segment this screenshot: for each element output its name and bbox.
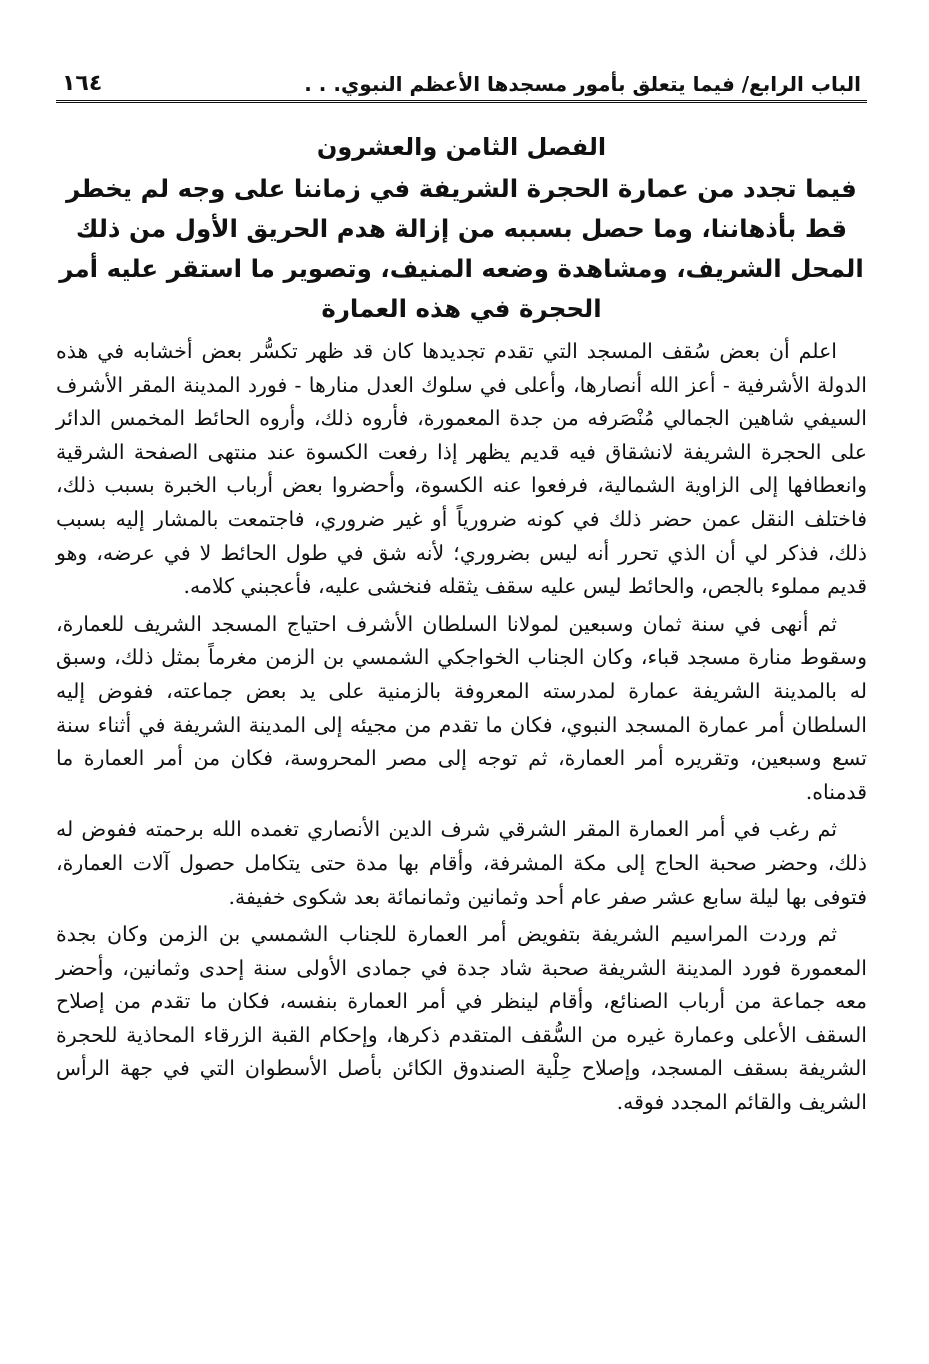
running-title: الباب الرابع/ فيما يتعلق بأمور مسجدها الأعظم النبوي. . . (304, 72, 861, 96)
section-subtitle: فيما تجدد من عمارة الحجرة الشريفة في زماننا على وجه لم يخطر قط بأذهاننا، وما حصل بسببه من إزالة هدم الحريق الأول من ذلك المحل الشريف، ومشاهدة وضعه المنيف، وتصوير ما استقر عليه أمر الحجرة في هذه العمارة (59, 174, 864, 323)
paragraph: اعلم أن بعض سُقف المسجد التي تقدم تجديدها كان قد ظهر تكسُّر بعض أخشابه في هذه الدولة الأشرفية - أعز الله أنصارها، وأعلى في سلوك العدل منارها - فورد المدينة المقر الأشرف السيفي شاهين الجمالي مُنْصَرفه من جدة المعمورة، فأروه ذلك، وأروه الحائط المخمس الدائر على الحجرة الشريفة لانشقاق فيه قديم يظهر إذا رفعت الكسوة عند منتهى الصفحة الشرقية وانعطافها إلى الزاوية الشمالية، فرفعوا عنه الكسوة، وأحضروا بعض أرباب الخبرة بسبب ذلك، فاختلف النقل عمن حضر ذلك في كونه ضرورياً أو غير ضروري، فاجتمعت بالمشار إليه بسبب ذلك، فذكر لي أن الذي تحرر أنه ليس بضروري؛ لأنه شق في طول الحائط لا في عرضه، وهو قديم مملوء بالجص، والحائط ليس عليه سقف يثقله فنخشى عليه، فأعجبني كلامه. (56, 339, 867, 599)
paragraph: ثم رغب في أمر العمارة المقر الشرقي شرف الدين الأنصاري تغمده الله برحمته ففوض له ذلك، وحضر صحبة الحاج إلى مكة المشرفة، وأقام بها مدة حتى يتكامل حصول آلات العمارة، فتوفى بها ليلة سابع عشر صفر عام أحد وثمانين وثمانمائة بعد شكوى خفيفة. (56, 817, 867, 909)
paragraph: ثم وردت المراسيم الشريفة بتفويض أمر العمارة للجناب الشمسي بن الزمن وكان بجدة المعمورة فورد المدينة الشريفة صحبة شاد جدة في جمادى الأولى سنة إحدى وثمانين، وأحضر معه جماعة من أرباب الصنائع، وأقام لينظر في أمر العمارة بنفسه، فكان ما تقدم من إصلاح السقف الأعلى وعمارة غيره من السُّقف المتقدم ذكرها، وإحكام القبة الزرقاء المحاذية للحجرة الشريفة بسقف المسجد، وإصلاح حِلْية الصندوق الكائن بأصل الأسطوان التي في جهة الرأس الشريف والقائم المجدد فوقه. (56, 922, 867, 1115)
body-text (56, 335, 867, 1120)
page-number: ١٦٤ (62, 71, 103, 96)
chapter-heading (56, 125, 867, 329)
section-title: الفصل الثامن والعشرون (316, 133, 607, 161)
running-header (56, 54, 867, 103)
paragraph: ثم أنهى في سنة ثمان وسبعين لمولانا السلطان الأشرف احتياج المسجد الشريف للعمارة، وسقوط منارة مسجد قباء، وكان الجناب الخواجكي الشمسي بن الزمن مغرماً بمثل ذلك، وسبق له بالمدينة الشريفة عمارة لمدرسته المعروفة بالزمنية على يد بعض جماعته، ففوض إليه السلطان أمر عمارة المسجد النبوي، فكان ما تقدم من مجيئه إلى المدينة الشريفة في أثناء سنة تسع وسبعين، وتقريره أمر العمارة، ثم توجه إلى مصر المحروسة، فكان من أمر العمارة ما قدمناه. (56, 611, 867, 804)
